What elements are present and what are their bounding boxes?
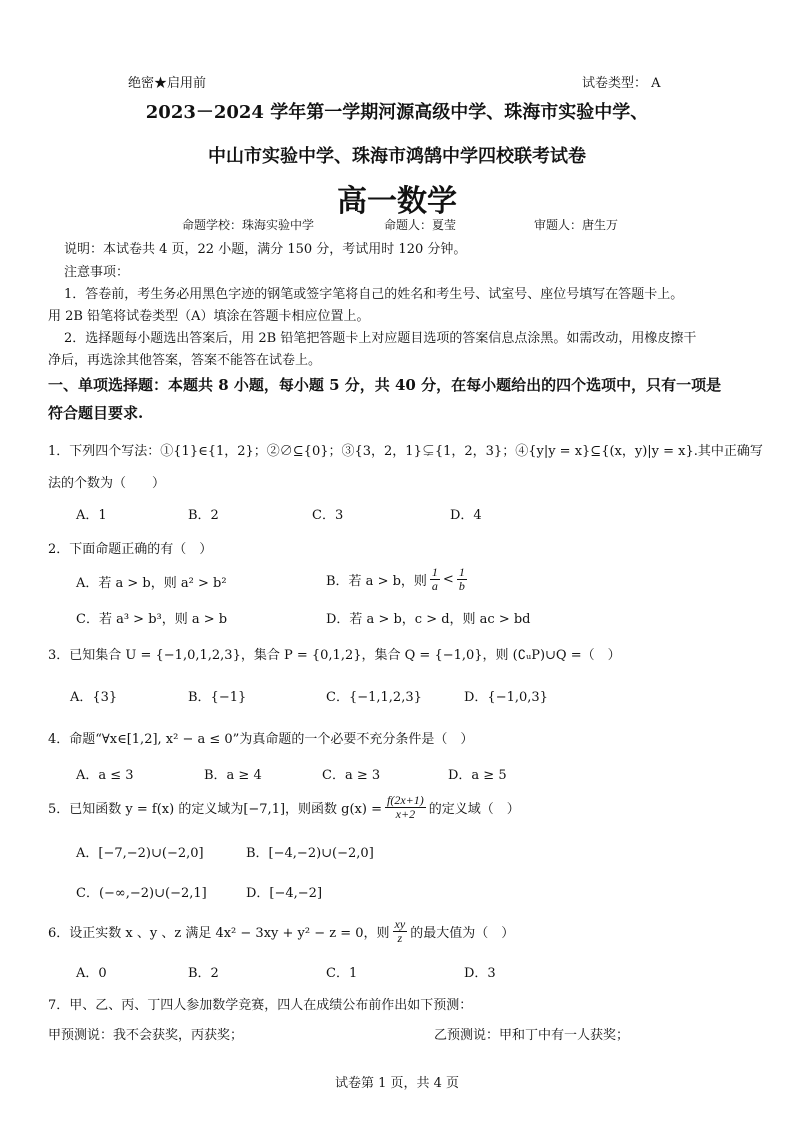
q6-stem-text: 6．设正实数 x 、y 、z 满足 4x² − 3xy + y² − z = 0，则	[48, 926, 390, 941]
q6-option-b: B．2	[188, 966, 219, 981]
q2-option-a: A．若 a > b，则 a² > b²	[76, 576, 227, 591]
exam-title-line2: 中山市实验中学、珠海市鸿鹄中学四校联考试卷	[208, 146, 586, 167]
q5-stem-tail: 的定义域（ ）	[428, 802, 520, 817]
q2-frac1-den: a	[431, 579, 438, 593]
paper-type: 试卷类型： A	[582, 76, 661, 91]
q6-option-a: A．0	[76, 966, 107, 981]
q4-option-c: C．a ≥ 3	[322, 768, 381, 783]
note-2b: 净后，再选涂其他答案，答案不能答在试卷上。	[48, 353, 322, 368]
q3-option-b: B．{−1}	[188, 690, 247, 705]
setter-author: 命题人：夏莹	[384, 218, 457, 232]
q3-option-a: A．{3}	[70, 690, 118, 705]
q5-option-c: C．(−∞,−2)∪(−2,1]	[76, 886, 207, 901]
q5-option-d: D．[−4,−2]	[246, 886, 323, 901]
note-2a: 2．选择题每小题选出答案后，用 2B 铅笔把答题卡上对应题目选项的答案信息点涂黑。如需改动，用橡皮擦干	[64, 331, 697, 346]
q4-stem: 4．命题“∀x∈[1,2], x² − a ≤ 0”为真命题的一个必要不充分条件是（ ）	[48, 732, 474, 747]
exam-title-line1: 2023－2024 学年第一学期河源高级中学、珠海市实验中学、	[145, 102, 649, 123]
q2-option-b-text: B．若 a > b，则	[326, 574, 427, 589]
q1-stem-cont: 法的个数为（ ）	[48, 476, 166, 491]
section1-heading: 一、单项选择题：本题共 8 小题，每小题 5 分，共 40 分，在每小题给出的四个选项中，只有一项是	[48, 376, 722, 394]
q1-option-c: C．3	[312, 508, 344, 523]
q6-stem-tail: 的最大值为（ ）	[410, 926, 515, 941]
section1-heading-cont: 符合题目要求.	[48, 404, 144, 422]
q6-option-c: C．1	[326, 966, 358, 981]
q2-frac2-den: b	[458, 579, 465, 593]
q7-prediction-yi: 乙预测说：甲和丁中有一人获奖；	[434, 1028, 630, 1043]
q1-option-d: D．4	[450, 508, 482, 523]
q2-fraction-1-over-b	[457, 566, 467, 593]
notes-heading: 注意事项：	[64, 265, 130, 280]
q2-option-d: D．若 a > b，c > d，则 ac > bd	[326, 612, 531, 627]
q1-option-a: A．1	[76, 508, 107, 523]
q5-fraction	[385, 794, 426, 821]
q4-option-d: D．a ≥ 5	[448, 768, 507, 783]
q3-option-d: D．{−1,0,3}	[464, 690, 548, 705]
q2-option-b	[326, 566, 467, 593]
q2-stem: 2．下面命题正确的有（ ）	[48, 542, 213, 557]
q6-frac-num: xy	[394, 917, 406, 931]
q5-frac-num: f(2x+1)	[387, 793, 424, 807]
q5-option-a: A．[−7,−2)∪(−2,0]	[76, 846, 204, 861]
q4-option-a: A．a ≤ 3	[76, 768, 134, 783]
q5-stem-text: 5．已知函数 y = f(x) 的定义域为[−7,1]，则函数 g(x) =	[48, 802, 382, 817]
q2-option-c: C．若 a³ > b³，则 a > b	[76, 612, 228, 627]
q4-option-b: B．a ≥ 4	[204, 768, 262, 783]
setter-school: 命题学校：珠海实验中学	[182, 218, 315, 232]
confidential-mark: 绝密★启用前	[128, 76, 207, 91]
q6-fraction	[393, 918, 408, 945]
subject-title: 高一数学	[337, 184, 457, 219]
page-footer: 试卷第 1 页，共 4 页	[334, 1076, 460, 1091]
q7-prediction-jia: 甲预测说：我不会获奖，丙获奖；	[48, 1028, 244, 1043]
q6-option-d: D．3	[464, 966, 496, 981]
q7-stem: 7．甲、乙、丙、丁四人参加数学竞赛，四人在成绩公布前作出如下预测：	[48, 998, 473, 1013]
q5-frac-den: x+2	[395, 807, 416, 821]
q2-less-than: <	[442, 572, 454, 587]
q6-stem	[48, 918, 514, 945]
note-1b: 用 2B 铅笔将试卷类型（A）填涂在答题卡相应位置上。	[48, 309, 370, 324]
q2-frac2-num: 1	[458, 565, 465, 579]
q3-stem: 3．已知集合 U = {−1,0,1,2,3}，集合 P = {0,1,2}，集合 Q = {−1,0}，则 (∁ᵤP)∪Q =（ ）	[48, 648, 621, 663]
note-1a: 1．答卷前，考生务必用黑色字迹的钢笔或签字笔将自己的姓名和考生号、试室号、座位号填写在答题卡上。	[64, 287, 684, 302]
q5-option-b: B．[−4,−2)∪(−2,0]	[246, 846, 374, 861]
reviewer: 审题人：唐生万	[534, 218, 619, 232]
q5-stem	[48, 794, 520, 821]
q3-option-c: C．{−1,1,2,3}	[326, 690, 422, 705]
q2-frac1-num: 1	[431, 565, 438, 579]
q1-option-b: B．2	[188, 508, 219, 523]
q2-fraction-1-over-a	[430, 566, 440, 593]
instructions-summary: 说明：本试卷共 4 页，22 小题，满分 150 分，考试用时 120 分钟。	[64, 242, 467, 257]
q6-frac-den: z	[397, 931, 403, 945]
q1-stem: 1．下列四个写法：①{1}∈{1，2}；②∅⊆{0}；③{3，2，1}⊊{1，2，3}；④{y|y = x}⊆{(x，y)|y = x}.其中正确写	[48, 444, 763, 459]
